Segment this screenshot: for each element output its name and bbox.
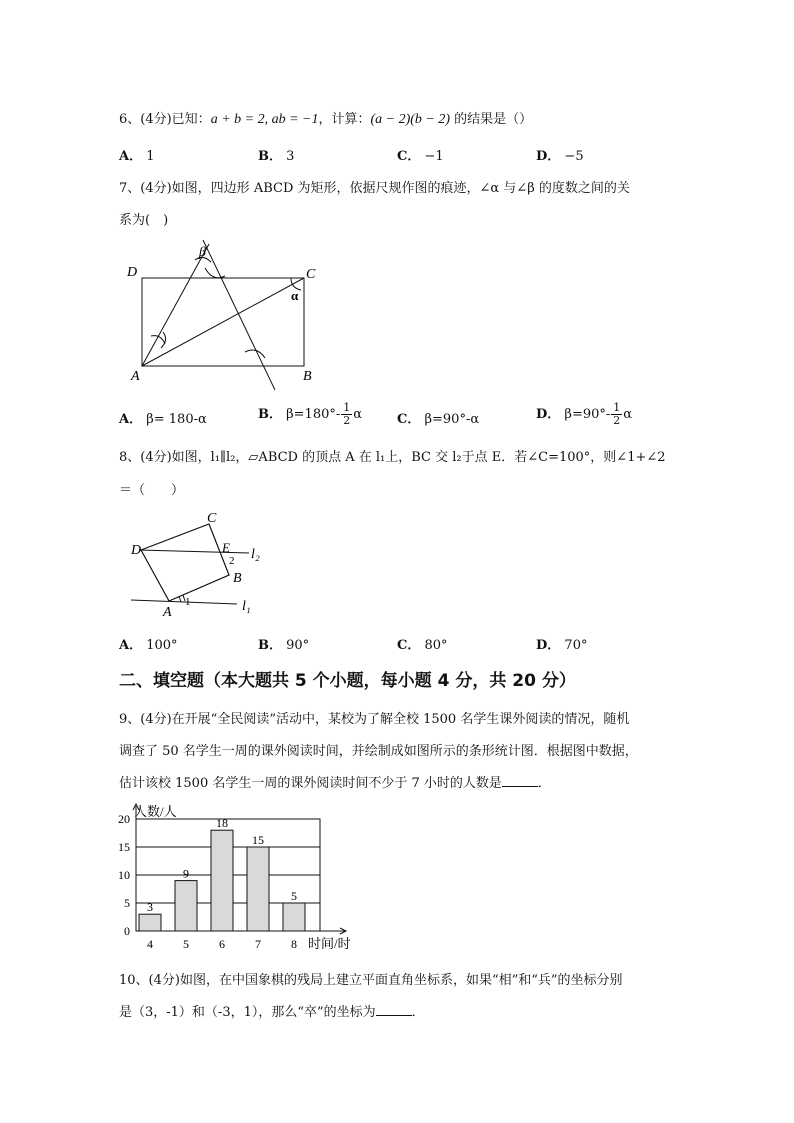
q6-option-d[interactable]: D． −5: [536, 149, 584, 164]
chart-bar: [247, 847, 269, 931]
q8-option-d[interactable]: D． 70°: [536, 638, 588, 653]
q7-label-b: B: [303, 369, 312, 384]
q7-perpendicular-bisector: [203, 240, 275, 390]
chart-bar: [139, 914, 161, 931]
q9-bar-chart: [112, 800, 362, 952]
q7-arc-top: [205, 268, 225, 278]
q8-figure: [125, 510, 265, 622]
q9-answer-blank[interactable]: [502, 785, 538, 787]
q7-label-c: C: [306, 267, 316, 282]
q7-figure: [125, 240, 316, 390]
q8-label-e: E: [222, 540, 230, 555]
chart-ytick-label: 0: [124, 924, 130, 938]
chart-bar: [211, 830, 233, 931]
chart-bar: [175, 881, 197, 931]
q8-label-b: B: [233, 571, 242, 586]
q10-answer-blank[interactable]: [376, 1014, 412, 1016]
q8-label-l2: l₂: [251, 547, 260, 562]
q6-option-a[interactable]: A． 1: [119, 149, 155, 164]
chart-xtick-label: 6: [219, 937, 225, 951]
chart-ylabel: 人数/人: [134, 804, 177, 819]
chart-xtick-label: 4: [147, 937, 153, 951]
q7-stem-line1: 7、(4分)如图，四边形 ABCD 为矩形，依据尺规作图的痕迹，∠α 与∠β 的度数之间的关: [119, 181, 630, 196]
q10-stem-line1: 10、(4分)如图，在中国象棋的残局上建立平面直角坐标系，如果“相”和“兵”的坐标分别: [119, 973, 623, 988]
q8-stem-line1: 8、(4分)如图，l₁∥l₂，▱ABCD 的顶点 A 在 l₁上，BC 交 l₂于点 E．若∠C=100°，则∠1+∠2: [119, 450, 666, 465]
q8-label-a: A: [163, 605, 172, 620]
q7-option-a[interactable]: A． β= 180-α: [119, 412, 207, 427]
q6-option-c[interactable]: C． −1: [397, 149, 444, 164]
chart-ytick-label: 20: [118, 812, 130, 826]
q6-given: a + b = 2, ab = −1: [210, 112, 319, 127]
chart-data-label: 18: [216, 816, 228, 831]
q8-parallelogram: [141, 524, 229, 601]
q6-stem: 6、(4分)已知：a + b = 2, ab = −1，计算：(a − 2)(b − 2) 的结果是（）: [119, 112, 533, 127]
q8-option-c[interactable]: C． 80°: [397, 638, 448, 653]
q9-stem-line1: 9、(4分)在开展“全民阅读”活动中，某校为了解全校 1500 名学生课外阅读的情况，随机: [119, 712, 630, 727]
q8-line-l2: [139, 550, 249, 553]
q6-expr: (a − 2)(b − 2): [370, 112, 451, 127]
q7-label-beta: β: [199, 245, 206, 260]
chart-xtick-label: 5: [183, 937, 189, 951]
chart-ytick-label: 10: [118, 868, 130, 882]
q7-stem-line2: 系为( ): [119, 213, 169, 228]
chart-data-label: 5: [291, 889, 297, 903]
chart-ytick-label: 5: [124, 896, 130, 910]
chart-data-label: 15: [252, 833, 264, 847]
q8-label-1: 1: [185, 596, 191, 608]
chart-ytick-label: 15: [118, 840, 130, 854]
q6-option-b[interactable]: B． 3: [258, 149, 295, 164]
q9-stem-line3: 估计该校 1500 名学生一周的课外阅读时间不少于 7 小时的人数是 ．: [119, 776, 551, 791]
q7-label-d: D: [127, 265, 138, 280]
q7-arc-bottom: [245, 350, 265, 358]
q8-stem-line2: ＝（ ）: [119, 483, 185, 498]
section-2-title: 二、填空题（本大题共 5 个小题，每小题 4 分，共 20 分）: [119, 671, 576, 691]
q7-label-alpha: α: [291, 288, 299, 303]
chart-data-label: 9: [183, 866, 189, 881]
chart-data-label: 3: [147, 900, 153, 915]
q7-option-c[interactable]: C． β=90°-α: [397, 412, 480, 427]
q8-option-a[interactable]: A． 100°: [119, 638, 178, 653]
q8-label-l1: l₁: [242, 599, 251, 614]
q8-label-d: D: [131, 543, 142, 558]
q7-label-a: A: [131, 369, 140, 384]
chart-xtick-label: 7: [255, 937, 261, 951]
q8-option-b[interactable]: B． 90°: [258, 638, 310, 653]
chart-bar: [283, 903, 305, 931]
q8-label-c: C: [207, 511, 217, 526]
q8-label-2: 2: [229, 555, 235, 567]
chart-xtick-label: 8: [291, 937, 297, 951]
q7-option-b[interactable]: B． β=180°- $\frac{1}{2}$ α: [258, 401, 363, 427]
q8-angle1-mark: [179, 596, 181, 602]
q9-stem-line2: 调查了 50 名学生一周的课外阅读时间，并绘制成如图所示的条形统计图．根据图中数据，: [119, 744, 638, 759]
chart-xlabel: 时间/时: [308, 936, 351, 951]
q10-stem-line2: 是（3，-1）和（-3，1），那么“卒”的坐标为 ．: [119, 1005, 425, 1020]
q8-line-l1: [131, 600, 237, 604]
q7-option-d[interactable]: D． β=90°- $\frac{1}{2}$ α: [536, 401, 633, 427]
